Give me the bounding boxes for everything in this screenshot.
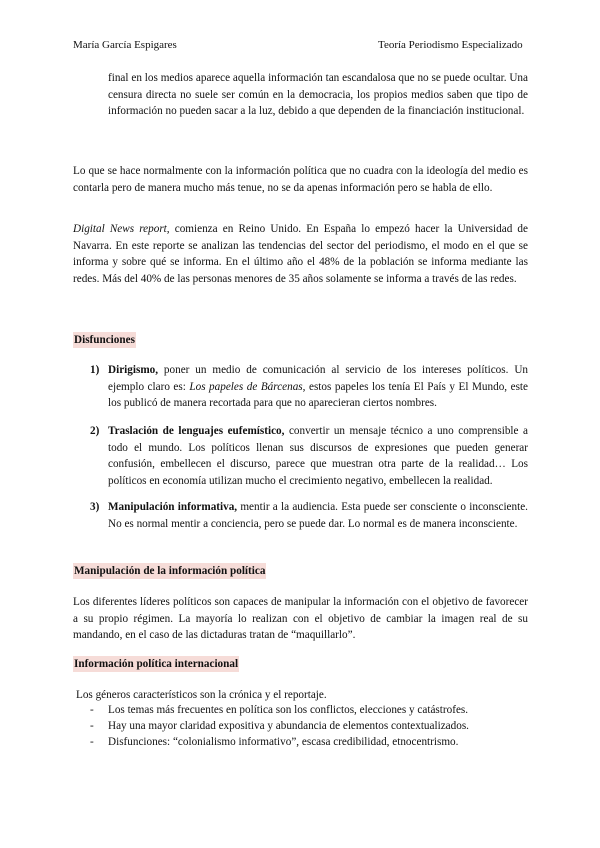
header-author: María García Espigares	[73, 39, 177, 51]
list-item	[90, 735, 528, 751]
digital-news-title: Digital News report,	[73, 223, 170, 235]
item-text: mentir a la audiencia. Esta puede ser consciente o inconsciente. No es normal mentir a conciencia, pero se puede dar. Lo normal es de manera inconsciente.	[108, 501, 528, 530]
bullet-text: Los temas más frecuentes en política son los conflictos, elecciones y catástrofes.	[108, 704, 469, 716]
item-term: Manipulación informativa,	[108, 501, 238, 513]
item-text: convertir un mensaje técnico a uno comprensible a todo el mundo. Los políticos llenan sus discursos de expresiones que pueden generar confusión, embellecen el discurso, parece que muestran otra parte de la realidad… Los políticos en economía utilizan mucho el crecimiento negativo, embellecen la realidad.	[108, 425, 528, 487]
digital-news-text: comienza en Reino Unido. En España lo empezó hacer la Universidad de Navarra. En este reporte se analizan las tendencias del sector del periodismo, el modo en el que se informa y sobre qué se informa. En el último año el 48% de la población se informa mediante las redes. Más del 40% de las personas menores de 35 años solamente se informa a través de las redes.	[73, 223, 528, 285]
bullet-marker: -	[90, 704, 94, 716]
heading-internacional: Información política internacional	[74, 658, 239, 670]
item-number: 1)	[90, 364, 100, 376]
paragraph-manipulacion: Los diferentes líderes políticos son capaces de manipular la información con el objetivo de favorecer a su propio régimen. La mayoría lo realizan con el objetivo de cambiar la imagen real de su mandando, en el caso de las dictaduras tratan de “maquillarlo”.	[73, 596, 528, 641]
list-item	[90, 362, 528, 412]
list-item	[90, 703, 528, 719]
item-number: 3)	[90, 501, 100, 513]
paragraph-digital-news	[73, 221, 528, 287]
item-number: 2)	[90, 425, 100, 437]
item-italic: Los papeles de Bárcenas,	[189, 380, 306, 393]
list-item	[90, 719, 528, 735]
list-item	[90, 499, 528, 532]
bullet-text: Hay una mayor claridad expositiva y abundancia de elementos contextualizados.	[108, 720, 469, 732]
item-term: Traslación de lenguajes eufemístico,	[108, 425, 285, 437]
item-text: poner un medio de comunicación al servicio de los intereses políticos. Un ejemplo claro es:	[108, 364, 528, 393]
list-item	[90, 423, 528, 489]
item-term: Dirigismo,	[108, 364, 159, 376]
paragraph-generos: Los géneros característicos son la crónica y el reportaje.	[76, 689, 327, 701]
heading-manipulacion: Manipulación de la información política	[74, 565, 266, 577]
bullet-marker: -	[90, 720, 94, 732]
paragraph-politica: Lo que se hace normalmente con la información política que no cuadra con la ideología del medio es contarla pero de manera mucho más tenue, no se da apenas información pero se habla de ello.	[73, 165, 528, 194]
item-text-b: estos papeles los tenía El País y El Mundo, este los publicó de manera recortada para que no aparecieran ciertos nombres.	[108, 380, 528, 409]
intro-continuation: final en los medios aparece aquella información tan escandalosa que no se puede ocultar. Una censura directa no suele ser común en la democracia, los propios medios saben que tipo de información no pueden sacar a la luz, debido a que dependen de la financiación institucional.	[108, 72, 528, 117]
heading-disfunciones: Disfunciones	[74, 334, 135, 346]
header-subject: Teoría Periodismo Especializado	[378, 39, 523, 51]
bullet-text: Disfunciones: “colonialismo informativo”, escasa credibilidad, etnocentrismo.	[108, 736, 459, 748]
bullet-marker: -	[90, 736, 94, 748]
